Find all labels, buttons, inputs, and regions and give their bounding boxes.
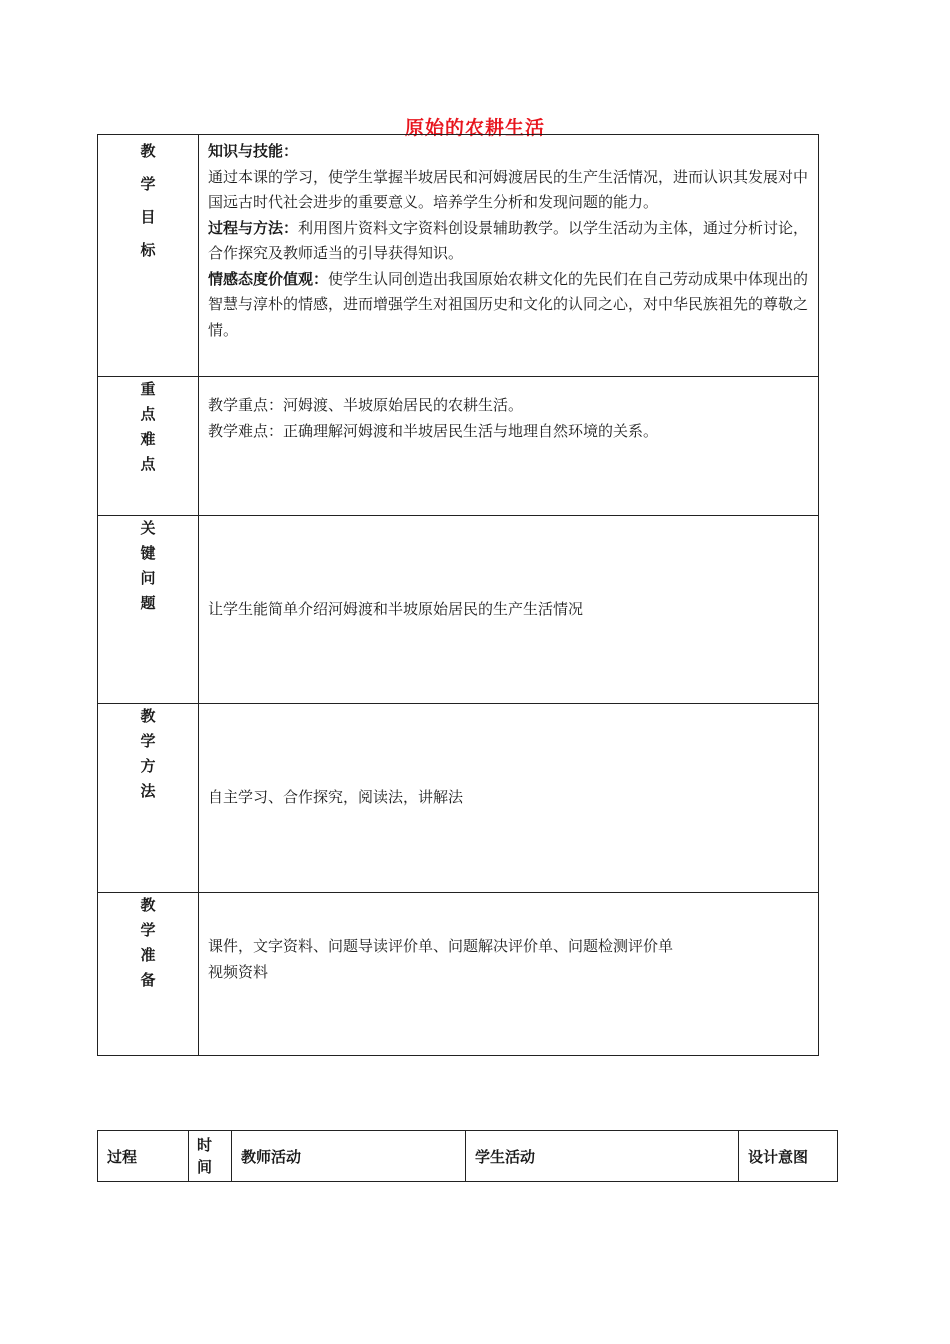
content-line: 教学重点：河姆渡、半坡原始居民的农耕生活。 <box>208 396 524 414</box>
paragraph-heading: 过程与方法： <box>208 218 299 237</box>
row-label <box>98 135 198 267</box>
row-label-cell <box>98 135 199 377</box>
row-content-cell <box>199 704 819 893</box>
paragraph <box>208 216 810 267</box>
header-design-intent: 设计意图 <box>739 1131 838 1182</box>
paragraph <box>208 139 810 165</box>
table-row <box>98 704 819 893</box>
header-process: 过程 <box>98 1131 189 1182</box>
table-row <box>98 516 819 704</box>
content-line: 自主学习、合作探究，阅读法，讲解法 <box>208 788 464 807</box>
label-char: 目 <box>140 208 156 226</box>
paragraph-text: 使学生认同创造出我国原始农耕文化的先民们在自己劳动成果中体现出的智慧与淳朴的情感，进而增强学生对祖国历史和文化的认同之心，对中华民族祖先的尊敬之情。 <box>208 269 809 339</box>
process-header-row <box>98 1131 838 1182</box>
table-row <box>98 893 819 1056</box>
label-char: 教 <box>140 896 156 914</box>
row-label <box>98 516 198 616</box>
label-char: 备 <box>140 971 156 989</box>
label-char: 关 <box>140 519 156 537</box>
label-char: 学 <box>140 921 156 939</box>
header-student-activity: 学生活动 <box>466 1131 739 1182</box>
paragraph-heading: 知识与技能： <box>208 142 299 160</box>
label-char: 键 <box>140 544 156 562</box>
paragraph-text: 通过本课的学习，使学生掌握半坡居民和河姆渡居民的生产生活情况，进而认识其发展对中国远古时代社会进步的重要意义。培养学生分析和发现问题的能力。 <box>208 167 809 211</box>
row-content-cell <box>199 377 819 516</box>
label-char: 法 <box>140 782 156 800</box>
content-line: 教学难点：正确理解河姆渡和半坡居民生活与地理自然环境的关系。 <box>208 421 659 440</box>
row-label-cell <box>98 377 199 516</box>
lesson-plan-table <box>97 134 819 1056</box>
row-content-cell <box>199 135 819 377</box>
label-char: 点 <box>140 405 156 423</box>
document-title: 原始的农耕生活 <box>404 117 545 139</box>
row-label <box>98 893 198 993</box>
table-row <box>98 377 819 516</box>
content-line: 让学生能简单介绍河姆渡和半坡原始居民的生产生活情况 <box>208 599 584 618</box>
paragraph <box>208 267 810 344</box>
row-content-cell <box>199 516 819 704</box>
label-char: 准 <box>140 946 156 964</box>
row-content-cell <box>199 893 819 1056</box>
row-label-cell <box>98 893 199 1056</box>
label-char: 题 <box>140 594 156 612</box>
header-time-char: 时 <box>197 1136 213 1154</box>
header-time-char: 间 <box>197 1158 213 1176</box>
paragraph-text: 利用图片资料文字资料创设景辅助教学。以学生活动为主体，通过分析讨论，合作探究及教师适当的引导获得知识。 <box>208 218 809 262</box>
label-char: 点 <box>140 455 156 473</box>
label-char: 重 <box>140 380 156 398</box>
content-line: 视频资料 <box>208 962 269 981</box>
paragraph <box>208 165 810 216</box>
header-time <box>189 1131 232 1182</box>
label-char: 难 <box>140 430 156 448</box>
row-label-cell <box>98 704 199 893</box>
label-char: 标 <box>140 241 156 259</box>
paragraph-heading: 情感态度价值观： <box>208 269 329 288</box>
label-char: 学 <box>140 175 156 193</box>
row-label <box>98 704 198 804</box>
table-row <box>98 135 819 377</box>
row-label-cell <box>98 516 199 704</box>
label-char: 方 <box>140 757 156 775</box>
row-label <box>98 377 198 477</box>
label-char: 教 <box>140 707 156 725</box>
label-char: 问 <box>140 569 156 587</box>
label-char: 学 <box>140 732 156 750</box>
content-line: 课件，文字资料、问题导读评价单、问题解决评价单、问题检测评价单 <box>208 937 674 955</box>
process-table <box>97 1130 838 1182</box>
header-teacher-activity: 教师活动 <box>232 1131 466 1182</box>
label-char: 教 <box>140 142 156 160</box>
